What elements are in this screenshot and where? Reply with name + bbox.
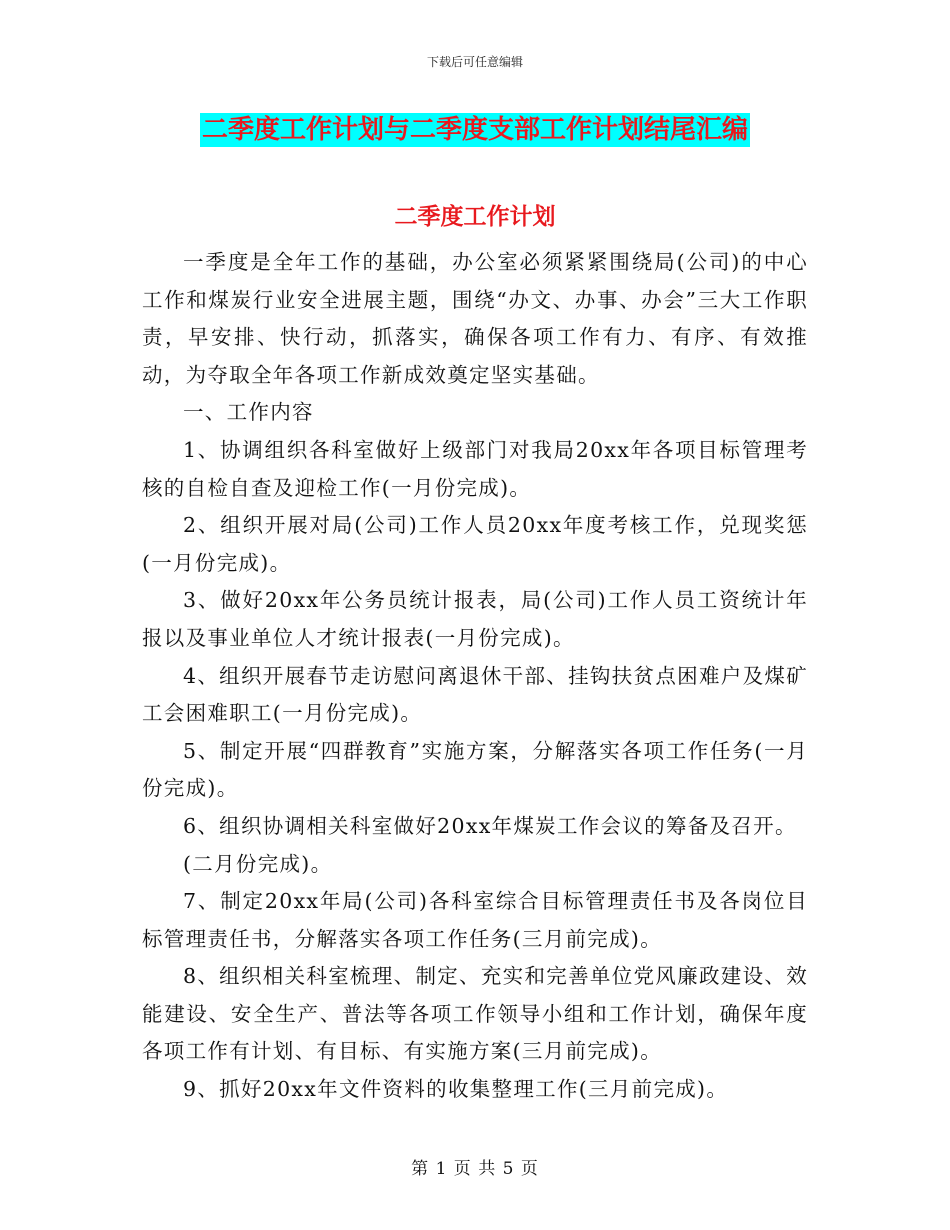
paragraph: 一季度是全年工作的基础，办公室必须紧紧围绕局(公司)的中心工作和煤炭行业安全进展主题，围绕“办文、办事、办会”三大工作职责，早安排、快行动，抓落实，确保各项工作有力、有序、有效推动，为夺取全年各项工作新成效奠定坚实基础。 — [142, 250, 808, 387]
paragraph: 8、组织相关科室梳理、制定、充实和完善单位党风廉政建设、效能建设、安全生产、普法等各项工作领导小组和工作计划，确保年度各项工作有计划、有目标、有实施方案(三月前完成)。 — [142, 964, 808, 1064]
paragraph: 4、组织开展春节走访慰问离退休干部、挂钩扶贫点困难户及煤矿工会困难职工(一月份完成)。 — [142, 663, 808, 726]
paragraph: 1、协调组织各科室做好上级部门对我局20xx年各项目标管理考核的自检自查及迎检工作(一月份完成)。 — [142, 437, 808, 500]
paragraph: 9、抓好20xx年文件资料的收集整理工作(三月前完成)。 — [183, 1077, 729, 1102]
section-title: 二季度工作计划 — [394, 203, 556, 230]
paragraph: (二月份完成)。 — [183, 851, 333, 876]
page-footer: 第 1 页 共 5 页 — [411, 1159, 539, 1179]
paragraph: 2、组织开展对局(公司)工作人员20xx年度考核工作，兑现奖惩(一月份完成)。 — [142, 513, 808, 575]
main-title: 二季度工作计划与二季度支部工作计划结尾汇编 — [201, 115, 748, 145]
paragraph: 一、工作内容 — [183, 400, 314, 425]
main-title-wrap — [0, 113, 950, 147]
paragraph: 7、制定20xx年局(公司)各科室综合目标管理责任书及各岗位目标管理责任书，分解落实各项工作任务(三月前完成)。 — [142, 889, 808, 951]
paragraph: 5、制定开展“四群教育”实施方案，分解落实各项工作任务(一月份完成)。 — [142, 738, 808, 801]
header-note: 下载后可任意编辑 — [426, 55, 523, 69]
document-body — [142, 244, 808, 1109]
paragraph: 3、做好20xx年公务员统计报表，局(公司)工作人员工资统计年报以及事业单位人才统计报表(一月份完成)。 — [142, 588, 808, 650]
paragraph: 6、组织协调相关科室做好20xx年煤炭工作会议的筹备及召开。 — [183, 813, 797, 838]
